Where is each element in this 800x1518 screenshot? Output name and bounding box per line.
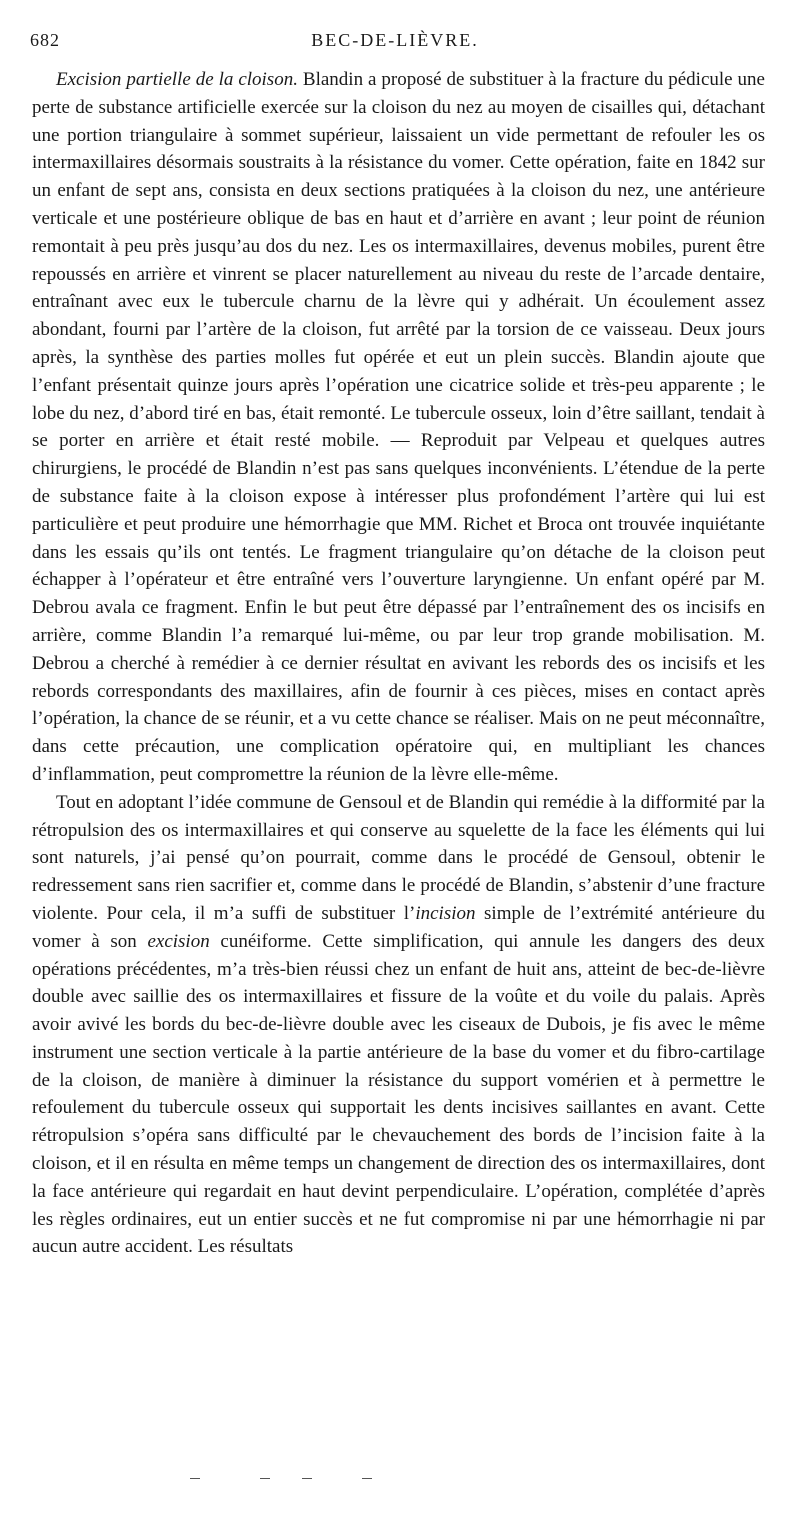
scan-mark [190,1478,200,1479]
running-title: BEC-DE-LIÈVRE. [311,30,479,50]
scan-mark [302,1478,312,1479]
paragraph-text-part: Tout en adoptant l’idée commune de Gensoul et de Blandin qui remédie à la difformité par la rétropulsion des os intermaxillaires et qui conserve au squelette de la face les éléments qui lui sont naturels, j’ai pensé qu’on pourrait, comme dans le procédé de Gensoul, obtenir le redressement sans rien sacrifier et, comme dans le procédé de Blandin, s’abstenir d’une fracture violente. Pour cela, il m’a suffi de substituer l’ [32,791,765,924]
paragraph-incision [32,789,765,1262]
scan-mark [362,1478,372,1479]
paragraph-text-part: cunéiforme. Cette simplification, qui annule les dangers des deux opérations précédentes, m’a très-bien réussi chez un enfant de huit ans, atteint de bec-de-lièvre double avec saillie des os intermaxillaires et fissure de la voûte et du voile du palais. Après avoir avivé les bords du bec-de-lièvre double avec les ciseaux de Dubois, je fis avec le même instrument une section verticale à la partie antérieure de la base du vomer et du fibro-cartilage de la cloison, de manière à diminuer la résistance du support vomérien et à permettre le refoulement du tubercule osseux qui supportait les dents incisives saillantes en avant. Cette rétropulsion s’opéra sans difficulté par le chevauchement des bords de l’incision faite à la cloison, et il en résulta en même temps un changement de direction des os intermaxillaires, dont la face antérieure qui regardait en haut devint perpendiculaire. L’opération, complétée d’après les règles ordinaires, eut un entier succès et ne fut compromise ni par une hémorrhagie ni par aucun autre accident. Les résultats [32,930,765,1258]
scan-mark [260,1478,270,1479]
page-number: 682 [30,30,60,50]
section-lead: Excision partielle de la cloison. [56,69,298,90]
paragraph-text-part: simple de l’extrémité antérieure du vomer à son [32,902,766,952]
scan-artifact-marks [0,1478,800,1484]
paragraph-excision [32,66,765,789]
emphasis-excision: excision [147,930,210,952]
page-header [30,30,760,60]
emphasis-incision: incision [415,902,476,924]
paragraph-text: Blandin a proposé de substituer à la fracture du pédicule une perte de substance artificielle exercée sur la cloison du nez au moyen de cisailles qui, détachant une portion triangulaire à sommet supérieur, laissaient un vide permettant de refouler les os intermaxillaires désormais soustraits à la résistance du vomer. Cette opération, faite en 1842 sur un enfant de sept ans, consista en deux sections pratiquées à la cloison du nez, une antérieure verticale et une postérieure oblique de bas en haut et d’arrière en avant ; leur point de réunion remontait à peu près jusqu’au dos du nez. Les os intermaxillaires, devenus mobiles, purent être repoussés en arrière et vinrent se placer naturellement au niveau du reste de l’arcade dentaire, entraînant avec eux le tubercule charnu de la lèvre qui y adhérait. Un écoulement assez abondant, fourni par l’artère de la cloison, fut arrêté par la torsion de ce vaisseau. Deux jours après, la synthèse des parties molles fut opérée et eut un plein succès. Blandin ajoute que l’enfant présentait quinze jours après l’opération une cicatrice solide et très-peu apparente ; le lobe du nez, d’abord tiré en bas, était remonté. Le tubercule osseux, loin d’être saillant, tendait à se porter en arrière et était resté mobile. — Reproduit par Velpeau et quelques autres chirurgiens, le procédé de Blandin n’est pas sans quelques inconvénients. L’étendue de la perte de substance faite à la cloison expose à intéresser plus profondément l’artère qui lui est particulière et peut produire une hémorrhagie que MM. Richet et Broca ont trouvée inquiétante dans les essais qu’ils ont tentés. Le fragment triangulaire qu’on détache de la cloison peut échapper à l’opérateur et être entraîné vers l’ouverture laryngienne. Un enfant opéré par M. Debrou avala ce fragment. Enfin le but peut être dépassé par l’entraînement des os incisifs en arrière, comme Blandin l’a remarqué lui-même, ou par leur trop grande mobilisation. M. Debrou a cherché à remédier à ce dernier résultat en avivant les rebords des os incisifs et les rebords correspondants des maxillaires, afin de fournir à ces pièces, mises en contact après l’opération, la chance de se réunir, et a vu cette chance se réaliser. Mais on ne peut méconnaître, dans cette précaution, une complication opératoire qui, en multipliant les chances d’inflammation, peut compromettre la réunion de la lèvre elle-même. [32,69,765,785]
body-text [32,66,765,1261]
